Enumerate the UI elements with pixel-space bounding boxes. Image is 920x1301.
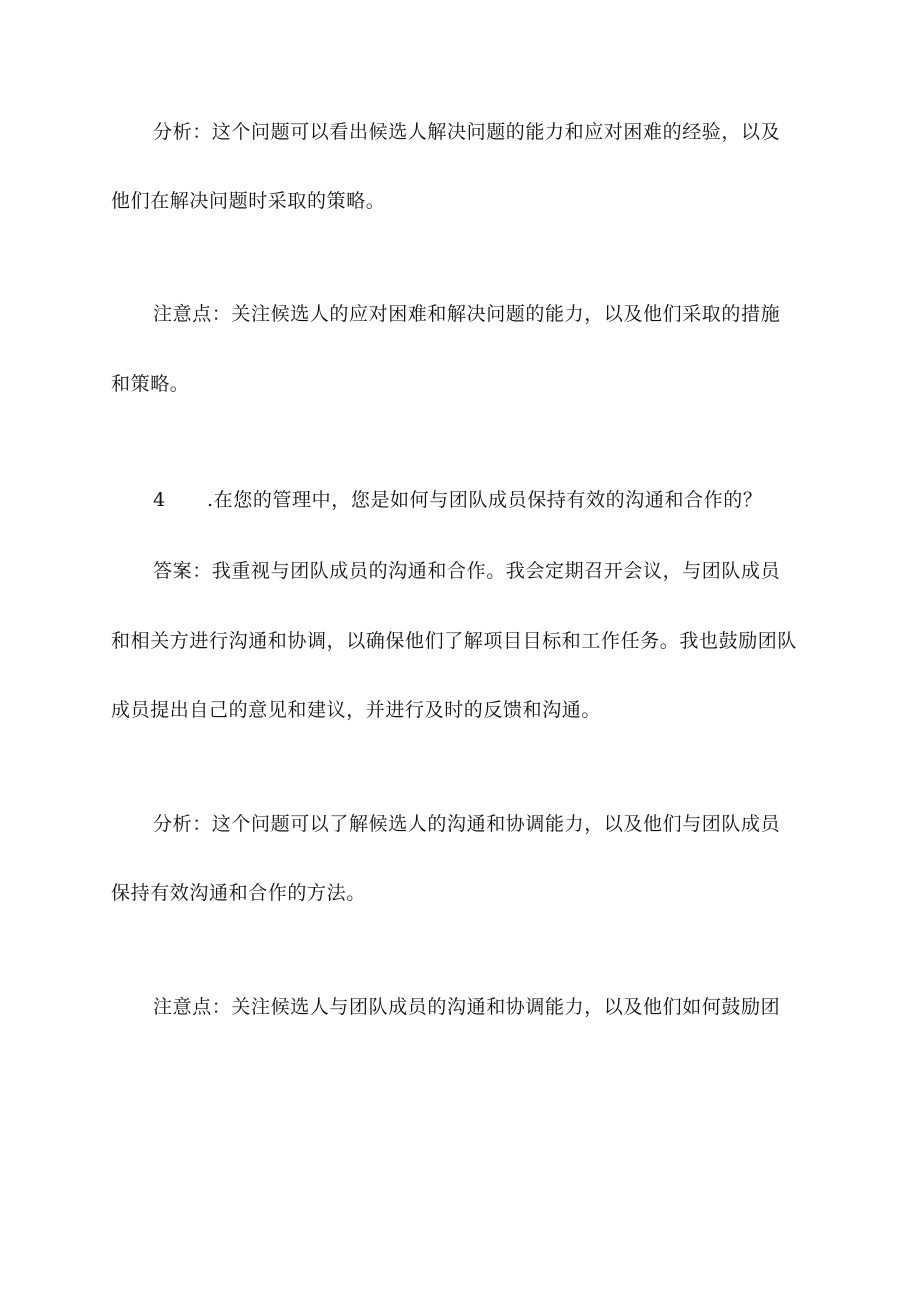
paragraph-note-2-line-1: 注意点：关注候选人与团队成员的沟通和协调能力，以及他们如何鼓励团 [153, 996, 781, 1018]
answer-line-2: 和相关方进行沟通和协调，以确保他们了解项目目标和工作任务。我也鼓励团队 [111, 630, 798, 652]
question-text: .在您的管理中，您是如何与团队成员保持有效的沟通和合作的？ [207, 489, 763, 511]
paragraph-analysis-2-line-1: 分析：这个问题可以了解候选人的沟通和协调能力，以及他们与团队成员 [153, 813, 781, 835]
paragraph-analysis-2-line-2: 保持有效沟通和合作的方法。 [111, 882, 366, 904]
answer-line-3: 成员提出自己的意见和建议，并进行及时的反馈和沟通。 [111, 699, 602, 721]
paragraph-analysis-1-line-2: 他们在解决问题时采取的策略。 [111, 190, 386, 212]
question-number: 4 [153, 489, 166, 511]
paragraph-note-1-line-1: 注意点：关注候选人的应对困难和解决问题的能力，以及他们采取的措施 [153, 303, 781, 325]
paragraph-note-1-line-2: 和策略。 [111, 373, 190, 395]
answer-line-1: 答案：我重视与团队成员的沟通和合作。我会定期召开会议，与团队成员 [153, 560, 781, 582]
paragraph-analysis-1-line-1: 分析：这个问题可以看出候选人解决问题的能力和应对困难的经验，以及 [153, 121, 781, 143]
